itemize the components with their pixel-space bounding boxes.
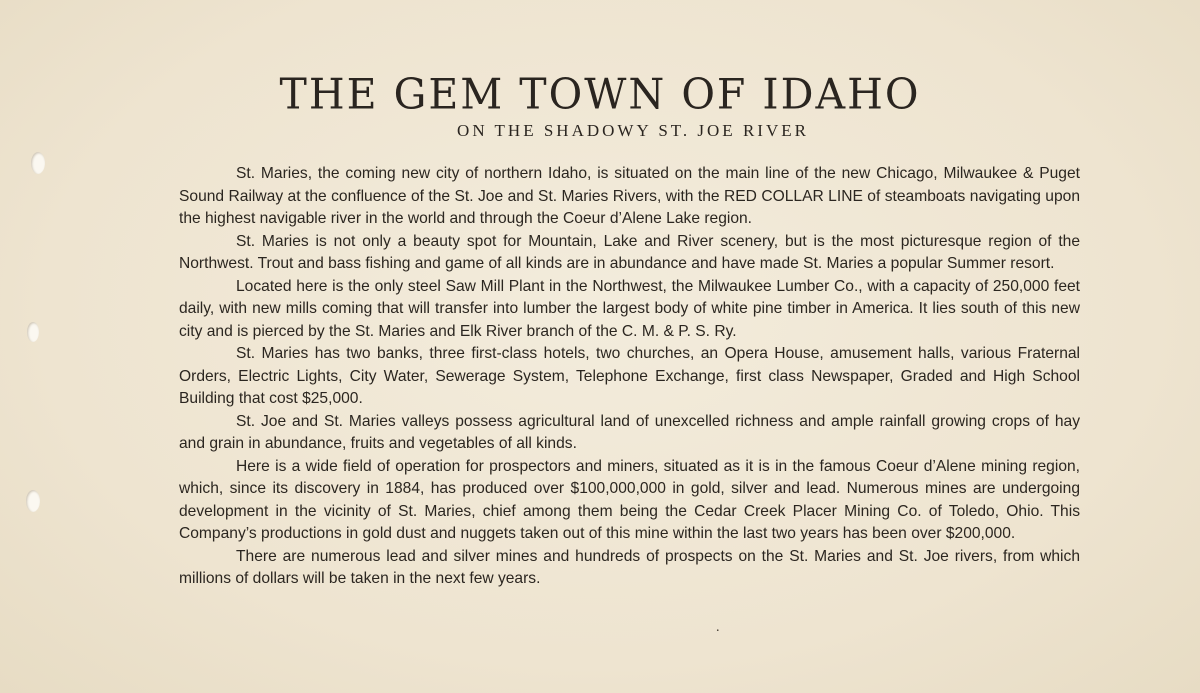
paragraph: St. Maries is not only a beauty spot for Mountain, Lake and River scenery, but is the most picturesque region of the Northwest. Trout and bass fishing and game of all kinds are in abundance and have made St. Maries a popular Summer resort.: [179, 232, 1080, 272]
binder-hole: [27, 322, 39, 342]
document-body: [179, 163, 1080, 591]
document-title: THE GEM TOWN OF IDAHO: [279, 69, 921, 119]
paragraph: Located here is the only steel Saw Mill Plant in the Northwest, the Milwaukee Lumber Co., with a capacity of 250,000 feet daily, with new mills coming that will transfer into lumber the largest body of white pine timber in America. It lies south of this new city and is pierced by the St. Maries and Elk River branch of the C. M. & P. S. Ry.: [179, 277, 1080, 340]
stray-mark: .: [716, 620, 720, 635]
document-subtitle: ON THE SHADOWY ST. JOE RIVER: [457, 121, 809, 140]
paragraph: St. Maries has two banks, three first-class hotels, two churches, an Opera House, amusement halls, various Fraternal Orders, Electric Lights, City Water, Sewerage System, Telephone Exchange, first class Newspaper, Graded and High School Building that cost $25,000.: [179, 345, 1080, 407]
paragraph: There are numerous lead and silver mines and hundreds of prospects on the St. Maries and St. Joe rivers, from which millions of dollars will be taken in the next few years.: [179, 547, 1080, 587]
binder-hole: [31, 152, 45, 174]
paragraph: St. Joe and St. Maries valleys possess agricultural land of unexcelled richness and ample rainfall growing crops of hay and grain in abundance, fruits and vegetables of all kinds.: [179, 412, 1080, 452]
binder-hole: [26, 490, 40, 512]
paragraph: Here is a wide field of operation for prospectors and miners, situated as it is in the famous Coeur d’Alene mining region, which, since its discovery in 1884, has produced over $100,000,000 in gold, silver and lead. Numerous mines are undergoing development in the vicinity of St. Maries, chief among them being the Cedar Creek Placer Mining Co. of Toledo, Ohio. This Company’s productions in gold dust and nuggets taken out of this mine within the last two years has been over $200,000.: [179, 457, 1080, 542]
paragraph: St. Maries, the coming new city of northern Idaho, is situated on the main line of the new Chicago, Milwaukee & Puget Sound Railway at the confluence of the St. Joe and St. Maries Rivers, with the RED COLLAR LINE of steamboats navigating upon the highest navigable river in the world and through the Coeur d’Alene Lake region.: [179, 165, 1080, 227]
